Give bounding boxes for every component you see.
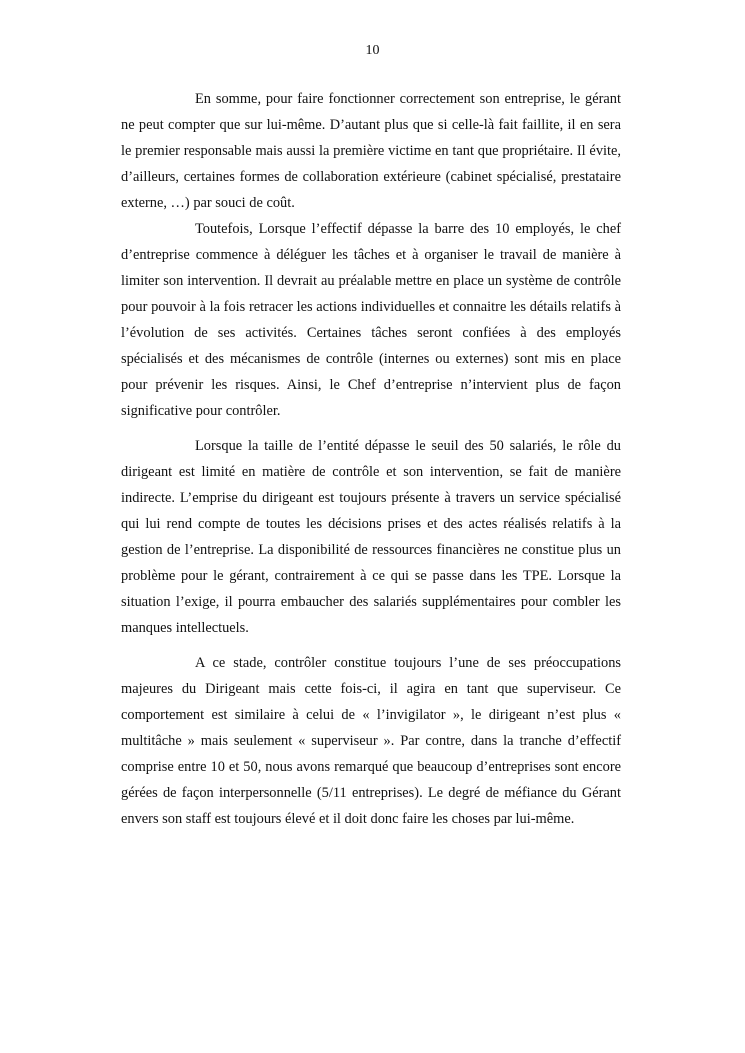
page-number: 10	[365, 43, 380, 58]
paragraph-1: En somme, pour faire fonctionner correctement son entreprise, le gérant ne peut compter que sur lui-même. D’autant plus que si celle-là fait faillite, il en sera le premier responsable mais aussi la première victime en tant que propriétaire. Il évite, d’ailleurs, certaines formes de collaboration extérieure (cabinet spécialisé, prestataire externe, …) par souci de coût.	[121, 91, 621, 211]
paragraph-2: Toutefois, Lorsque l’effectif dépasse la barre des 10 employés, le chef d’entreprise commence à déléguer les tâches et à organiser le travail de manière à limiter son intervention. Il devrait au préalable mettre en place un système de contrôle pour pouvoir à la fois retracer les actions individuelles et connaitre les détails relatifs à l’évolution de ses activités. Certaines tâches seront confiées à des employés spécialisés et des mécanismes de contrôle (internes ou externes) sont mis en place pour prévenir les risques. Ainsi, le Chef d’entreprise n’intervient plus de façon significative pour contrôler.	[121, 221, 621, 419]
paragraph-3: Lorsque la taille de l’entité dépasse le seuil des 50 salariés, le rôle du dirigeant est limité en matière de contrôle et son intervention, se fait de manière indirecte. L’emprise du dirigeant est toujours présente à travers un service spécialisé qui lui rend compte de toutes les décisions prises et des actes réalisés relatifs à la gestion de l’entreprise. La disponibilité de ressources financières ne constitue plus un problème pour le gérant, contrairement à ce qui se passe dans les TPE. Lorsque la situation l’exige, il pourra embaucher des salariés supplémentaires pour combler les manques intellectuels.	[121, 438, 621, 636]
paragraph-4: A ce stade, contrôler constitue toujours l’une de ses préoccupations majeures du Dirigeant mais cette fois-ci, il agira en tant que superviseur. Ce comportement est similaire à celui de « l’invigilator », le dirigeant n’est plus « multitâche » mais seulement « superviseur ». Par contre, dans la tranche d’effectif comprise entre 10 et 50, nous avons remarqué que beaucoup d’entreprises sont encore gérées de façon interpersonnelle (5/11 entreprises). Le degré de méfiance du Gérant envers son staff est toujours élevé et il doit donc faire les choses par lui-même.	[121, 655, 621, 827]
document-body	[121, 86, 621, 832]
